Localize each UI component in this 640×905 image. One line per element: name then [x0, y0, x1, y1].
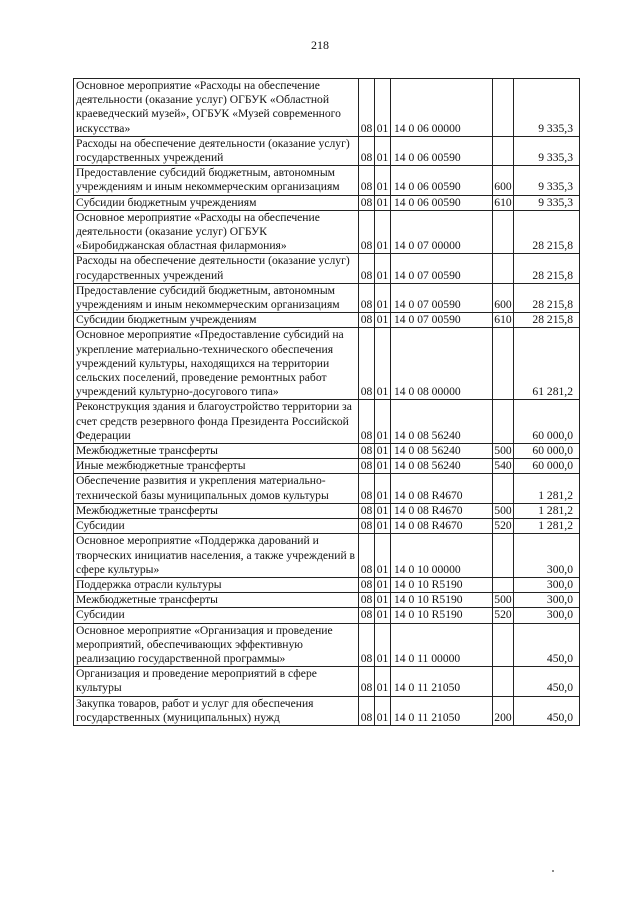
expense-type-cell: 500 [494, 444, 512, 458]
table-row [74, 519, 580, 534]
item-name-cell: Реконструкция здания и благоустройство территории за счет средств резервного фонда Президента Российской Федерации [74, 400, 359, 444]
target-article-cell: 14 0 11 00000 [391, 623, 493, 667]
target-article-cell: 14 0 06 00590 [391, 195, 493, 210]
expense-type-cell: 610 [494, 195, 512, 209]
section-code-cell: 08 [359, 136, 375, 165]
item-name-cell: Закупка товаров, работ и услуг для обеспечения государственных (муниципальных) нужд [74, 696, 359, 725]
table-row [74, 667, 580, 696]
subsection-code-cell: 01 [375, 313, 391, 328]
expense-type-cell [493, 577, 514, 592]
section-code-cell: 08 [359, 195, 375, 210]
section-code-cell: 08 [359, 623, 375, 667]
table-row [74, 254, 580, 283]
subsection-code-cell: 01 [375, 328, 391, 400]
expense-type-cell: 600 [493, 166, 514, 195]
page-number: 218 [311, 38, 329, 52]
amount-cell: 1 281,2 [514, 503, 580, 518]
section-code-cell: 08 [359, 210, 375, 254]
amount-cell: 60 000,0 [514, 400, 580, 444]
section-code-cell: 08 [359, 400, 375, 444]
section-code-cell: 08 [359, 283, 375, 312]
subsection-code-cell: 01 [375, 577, 391, 592]
table-row [74, 328, 580, 400]
budget-table-body [74, 79, 580, 726]
section-code-cell: 08 [359, 459, 375, 474]
table-row [74, 459, 580, 474]
amount-cell: 450,0 [514, 623, 580, 667]
subsection-code-cell: 01 [375, 519, 391, 534]
section-code-cell: 08 [359, 313, 375, 328]
item-name-cell: Поддержка отрасли культуры [74, 577, 359, 592]
table-row [74, 474, 580, 503]
table-row [74, 313, 580, 328]
table-row [74, 623, 580, 667]
expense-type-cell [493, 474, 514, 503]
item-name-cell: Субсидии бюджетным учреждениям [74, 313, 359, 328]
section-code-cell: 08 [359, 608, 375, 623]
item-name-cell: Субсидии [74, 608, 359, 623]
expense-type-cell [493, 623, 514, 667]
target-article-cell: 14 0 06 00590 [391, 136, 493, 165]
amount-cell: 300,0 [514, 577, 580, 592]
expense-type-cell: 520 [494, 519, 512, 533]
expense-type-cell [493, 210, 514, 254]
item-name-cell: Организация и проведение мероприятий в сфере культуры [74, 667, 359, 696]
subsection-code-cell: 01 [375, 79, 391, 137]
subsection-code-cell: 01 [375, 400, 391, 444]
subsection-code-cell: 01 [375, 254, 391, 283]
table-row [74, 534, 580, 578]
item-name-cell: Обеспечение развития и укрепления материально-технической базы муниципальных домов культуры [74, 474, 359, 503]
amount-cell: 300,0 [514, 534, 580, 578]
subsection-code-cell: 01 [375, 283, 391, 312]
amount-cell: 300,0 [514, 593, 580, 608]
subsection-code-cell: 01 [375, 623, 391, 667]
target-article-cell: 14 0 08 00000 [391, 328, 493, 400]
section-code-cell: 08 [359, 503, 375, 518]
subsection-code-cell: 01 [375, 210, 391, 254]
item-name-cell: Межбюджетные трансферты [74, 444, 359, 459]
table-row [74, 444, 580, 459]
expense-type-cell: 200 [493, 696, 514, 725]
amount-cell: 28 215,8 [514, 283, 580, 312]
subsection-code-cell: 01 [375, 459, 391, 474]
amount-cell: 28 215,8 [514, 254, 580, 283]
amount-cell: 28 215,8 [514, 313, 580, 328]
expense-type-cell [493, 667, 514, 696]
amount-cell: 9 335,3 [514, 166, 580, 195]
expense-type-cell: 600 [493, 283, 514, 312]
table-row [74, 593, 580, 608]
target-article-cell: 14 0 11 21050 [391, 696, 493, 725]
target-article-cell: 14 0 10 R5190 [391, 577, 493, 592]
target-article-cell: 14 0 08 R4670 [391, 503, 493, 518]
section-code-cell: 08 [359, 444, 375, 459]
item-name-cell: Иные межбюджетные трансферты [74, 459, 359, 474]
section-code-cell: 08 [359, 474, 375, 503]
subsection-code-cell: 01 [375, 166, 391, 195]
amount-cell: 9 335,3 [514, 79, 580, 137]
target-article-cell: 14 0 07 00590 [391, 283, 493, 312]
amount-cell: 1 281,2 [514, 474, 580, 503]
table-row [74, 696, 580, 725]
section-code-cell: 08 [359, 79, 375, 137]
subsection-code-cell: 01 [375, 474, 391, 503]
section-code-cell: 08 [359, 254, 375, 283]
item-name-cell: Основное мероприятие «Поддержка дарований и творческих инициатив населения, а также учреждений в сфере культуры» [74, 534, 359, 578]
amount-cell: 60 000,0 [514, 444, 580, 459]
item-name-cell: Предоставление субсидий бюджетным, автономным учреждениям и иным некоммерческим организациям [74, 166, 359, 195]
table-row [74, 166, 580, 195]
item-name-cell: Межбюджетные трансферты [74, 593, 359, 608]
target-article-cell: 14 0 10 R5190 [391, 608, 493, 623]
expense-type-cell [493, 136, 514, 165]
expense-type-cell [493, 254, 514, 283]
amount-cell: 1 281,2 [514, 519, 580, 534]
target-article-cell: 14 0 10 R5190 [391, 593, 493, 608]
expense-type-cell [493, 400, 514, 444]
table-row [74, 503, 580, 518]
target-article-cell: 14 0 08 56240 [391, 400, 493, 444]
subsection-code-cell: 01 [375, 444, 391, 459]
table-row [74, 400, 580, 444]
item-name-cell: Основное мероприятие «Расходы на обеспечение деятельности (оказание услуг) ОГБУК «Биробиджанская областная филармония» [74, 210, 359, 254]
item-name-cell: Предоставление субсидий бюджетным, автономным учреждениям и иным некоммерческим организациям [74, 283, 359, 312]
expense-type-cell [493, 534, 514, 578]
expense-type-cell: 520 [494, 608, 512, 622]
subsection-code-cell: 01 [375, 534, 391, 578]
expense-type-cell [493, 328, 514, 400]
table-row [74, 136, 580, 165]
table-row [74, 577, 580, 592]
item-name-cell: Субсидии [74, 519, 359, 534]
subsection-code-cell: 01 [375, 136, 391, 165]
amount-cell: 300,0 [514, 608, 580, 623]
subsection-code-cell: 01 [375, 667, 391, 696]
section-code-cell: 08 [359, 166, 375, 195]
amount-cell: 450,0 [514, 667, 580, 696]
target-article-cell: 14 0 08 56240 [391, 459, 493, 474]
target-article-cell: 14 0 06 00590 [391, 166, 493, 195]
target-article-cell: 14 0 07 00000 [391, 210, 493, 254]
amount-cell: 9 335,3 [514, 136, 580, 165]
target-article-cell: 14 0 08 R4670 [391, 519, 493, 534]
table-row [74, 283, 580, 312]
expense-type-cell: 500 [494, 503, 512, 517]
item-name-cell: Основное мероприятие «Расходы на обеспечение деятельности (оказание услуг) ОГБУК «Областной краеведческий музей», ОГБУК «Музей современного искусства» [74, 79, 359, 137]
target-article-cell: 14 0 07 00590 [391, 313, 493, 328]
expense-type-cell: 610 [494, 313, 512, 327]
section-code-cell: 08 [359, 667, 375, 696]
amount-cell: 450,0 [514, 696, 580, 725]
amount-cell: 60 000,0 [514, 459, 580, 474]
subsection-code-cell: 01 [375, 503, 391, 518]
amount-cell: 9 335,3 [514, 195, 580, 210]
target-article-cell: 14 0 08 56240 [391, 444, 493, 459]
target-article-cell: 14 0 10 00000 [391, 534, 493, 578]
item-name-cell: Субсидии бюджетным учреждениям [74, 195, 359, 210]
subsection-code-cell: 01 [375, 593, 391, 608]
item-name-cell: Расходы на обеспечение деятельности (оказание услуг) государственных учреждений [74, 136, 359, 165]
item-name-cell: Основное мероприятие «Предоставление субсидий на укрепление материально-технического обеспечения учреждений культуры, находящихся на территории сельских поселений, проведение ремонтных работ учреждений культурно-досугового типа» [74, 328, 359, 400]
target-article-cell: 14 0 07 00590 [391, 254, 493, 283]
scan-speck [552, 870, 554, 872]
amount-cell: 61 281,2 [514, 328, 580, 400]
table-row [74, 195, 580, 210]
section-code-cell: 08 [359, 534, 375, 578]
target-article-cell: 14 0 11 21050 [391, 667, 493, 696]
amount-cell: 28 215,8 [514, 210, 580, 254]
table-row [74, 608, 580, 623]
budget-table [73, 78, 580, 726]
item-name-cell: Расходы на обеспечение деятельности (оказание услуг) государственных учреждений [74, 254, 359, 283]
item-name-cell: Основное мероприятие «Организация и проведение мероприятий, обеспечивающих эффективную реализацию государственной программы» [74, 623, 359, 667]
section-code-cell: 08 [359, 519, 375, 534]
expense-type-cell: 540 [494, 459, 512, 473]
subsection-code-cell: 01 [375, 696, 391, 725]
item-name-cell: Межбюджетные трансферты [74, 503, 359, 518]
section-code-cell: 08 [359, 328, 375, 400]
expense-type-cell [493, 79, 514, 137]
target-article-cell: 14 0 08 R4670 [391, 474, 493, 503]
expense-type-cell: 500 [494, 593, 512, 607]
target-article-cell: 14 0 06 00000 [391, 79, 493, 137]
table-row [74, 79, 580, 137]
section-code-cell: 08 [359, 593, 375, 608]
subsection-code-cell: 01 [375, 608, 391, 623]
subsection-code-cell: 01 [375, 195, 391, 210]
table-row [74, 210, 580, 254]
section-code-cell: 08 [359, 577, 375, 592]
section-code-cell: 08 [359, 696, 375, 725]
